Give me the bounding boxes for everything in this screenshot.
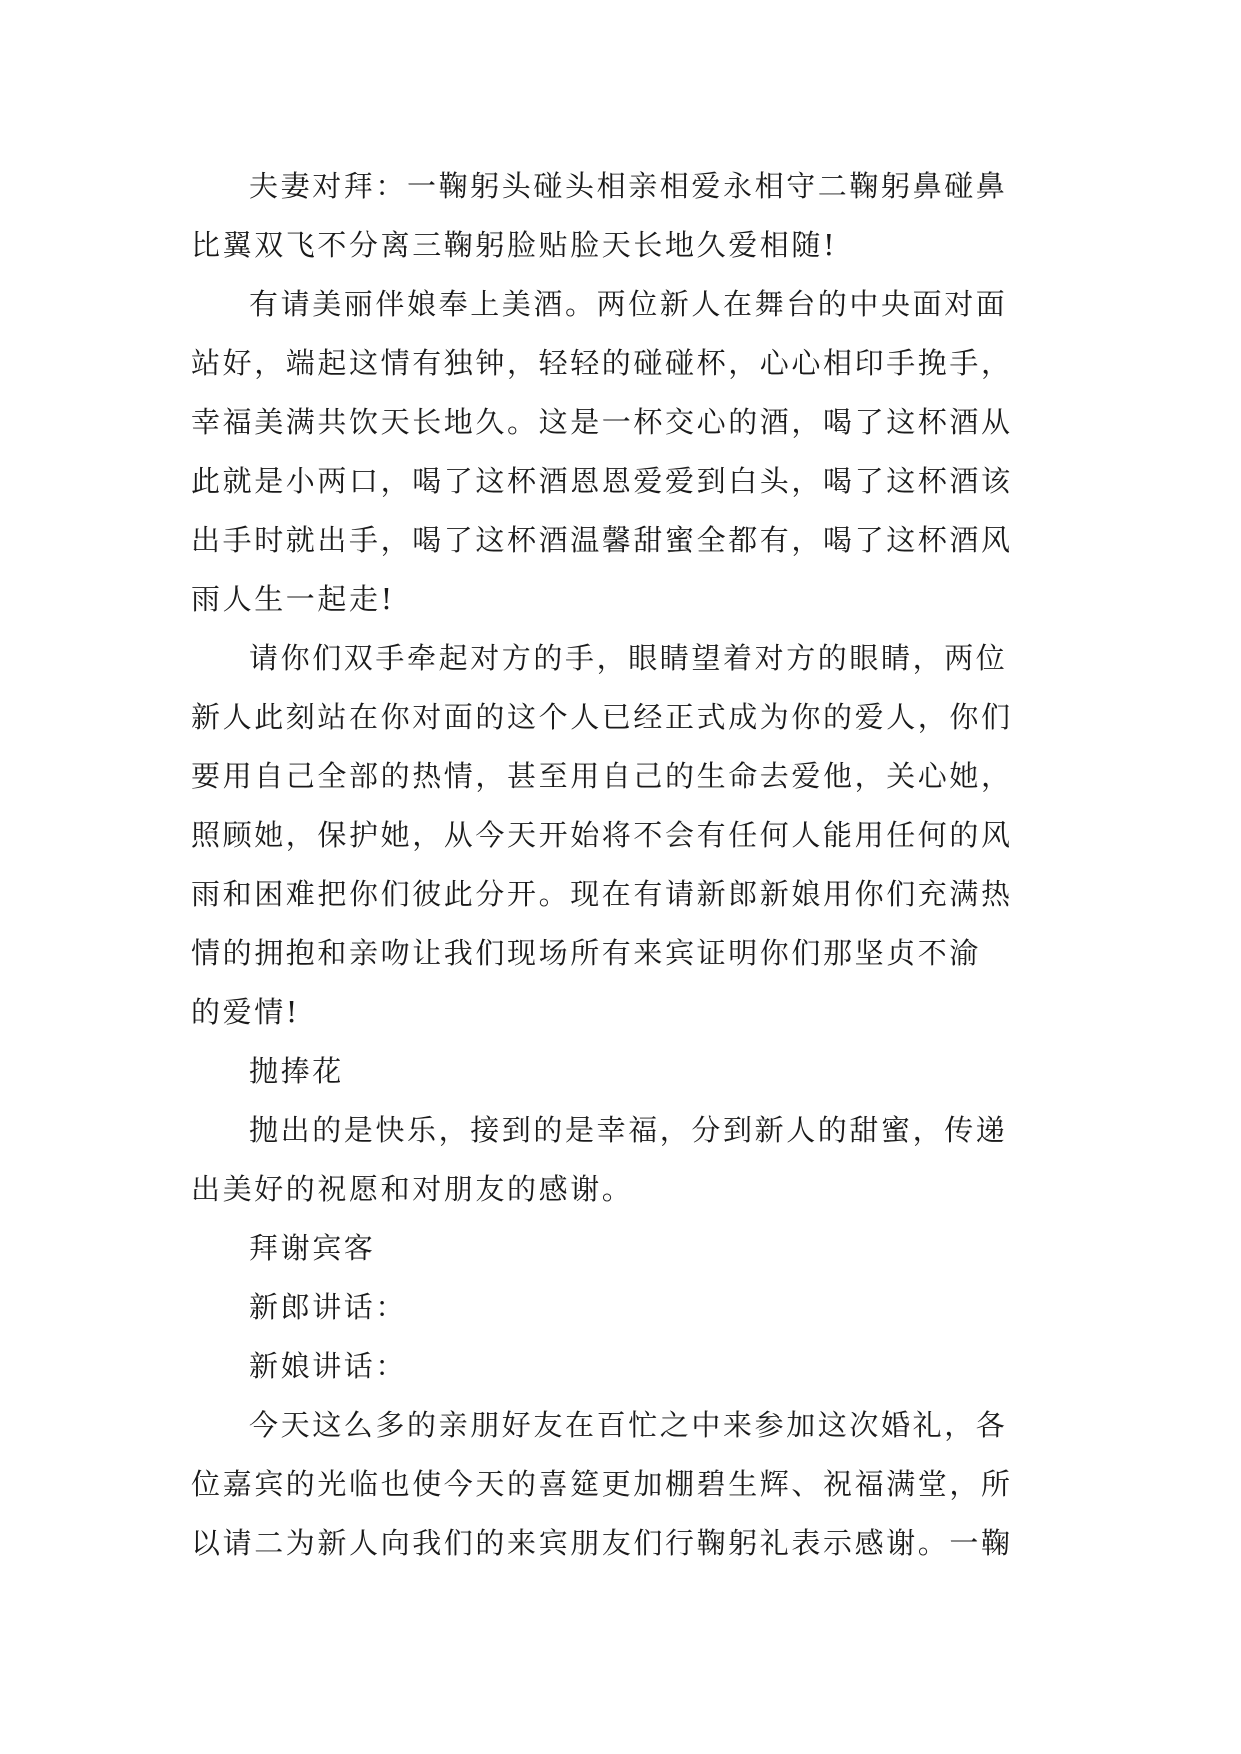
heading-bride-speech: 新娘讲话： <box>249 1349 408 1383</box>
heading-groom-speech: 新郎讲话： <box>249 1290 408 1324</box>
heading-thank-guests: 拜谢宾客 <box>249 1231 376 1265</box>
paragraph-bow-to-each-other: 夫妻对拜：一鞠躬头碰头相亲相爱永相守二鞠躬鼻碰鼻 比翼双飞不分离三鞠躬脸贴脸天长地久爱相随! <box>191 169 1008 262</box>
paragraph-vows: 请你们双手牵起对方的手，眼睛望着对方的眼睛，两位 新人此刻站在你对面的这个人已经正式成为你的爱人，你们 要用自己全部的热情，甚至用自己的生命去爱他，关心她， 照顾她，保护她，从今天开始将不会有任何人能用任何的风 雨和困难把你们彼此分开。现在有请新郎新娘用你们充满热 情的拥抱和亲吻让我们现场所有来宾证明你们那坚贞不渝 的爱情! <box>191 641 1013 1029</box>
document-body <box>191 157 1047 1573</box>
paragraph-thanks: 今天这么多的亲朋好友在百忙之中来参加这次婚礼，各 位嘉宾的光临也使今天的喜筵更加棚碧生辉、祝福满堂，所 以请二为新人向我们的来宾朋友们行鞠躬礼表示感谢。一鞠 <box>191 1408 1013 1560</box>
paragraph-toast-wine: 有请美丽伴娘奉上美酒。两位新人在舞台的中央面对面 站好，端起这情有独钟，轻轻的碰碰杯，心心相印手挽手， 幸福美满共饮天长地久。这是一杯交心的酒，喝了这杯酒从 此就是小两口，喝了这杯酒恩恩爱爱到白头，喝了这杯酒该 出手时就出手，喝了这杯酒温馨甜蜜全都有，喝了这杯酒风 雨人生一起走! <box>191 287 1013 616</box>
paragraph-bouquet: 抛出的是快乐，接到的是幸福，分到新人的甜蜜，传递 出美好的祝愿和对朋友的感谢。 <box>191 1113 1008 1206</box>
heading-throw-bouquet: 抛捧花 <box>249 1054 344 1088</box>
